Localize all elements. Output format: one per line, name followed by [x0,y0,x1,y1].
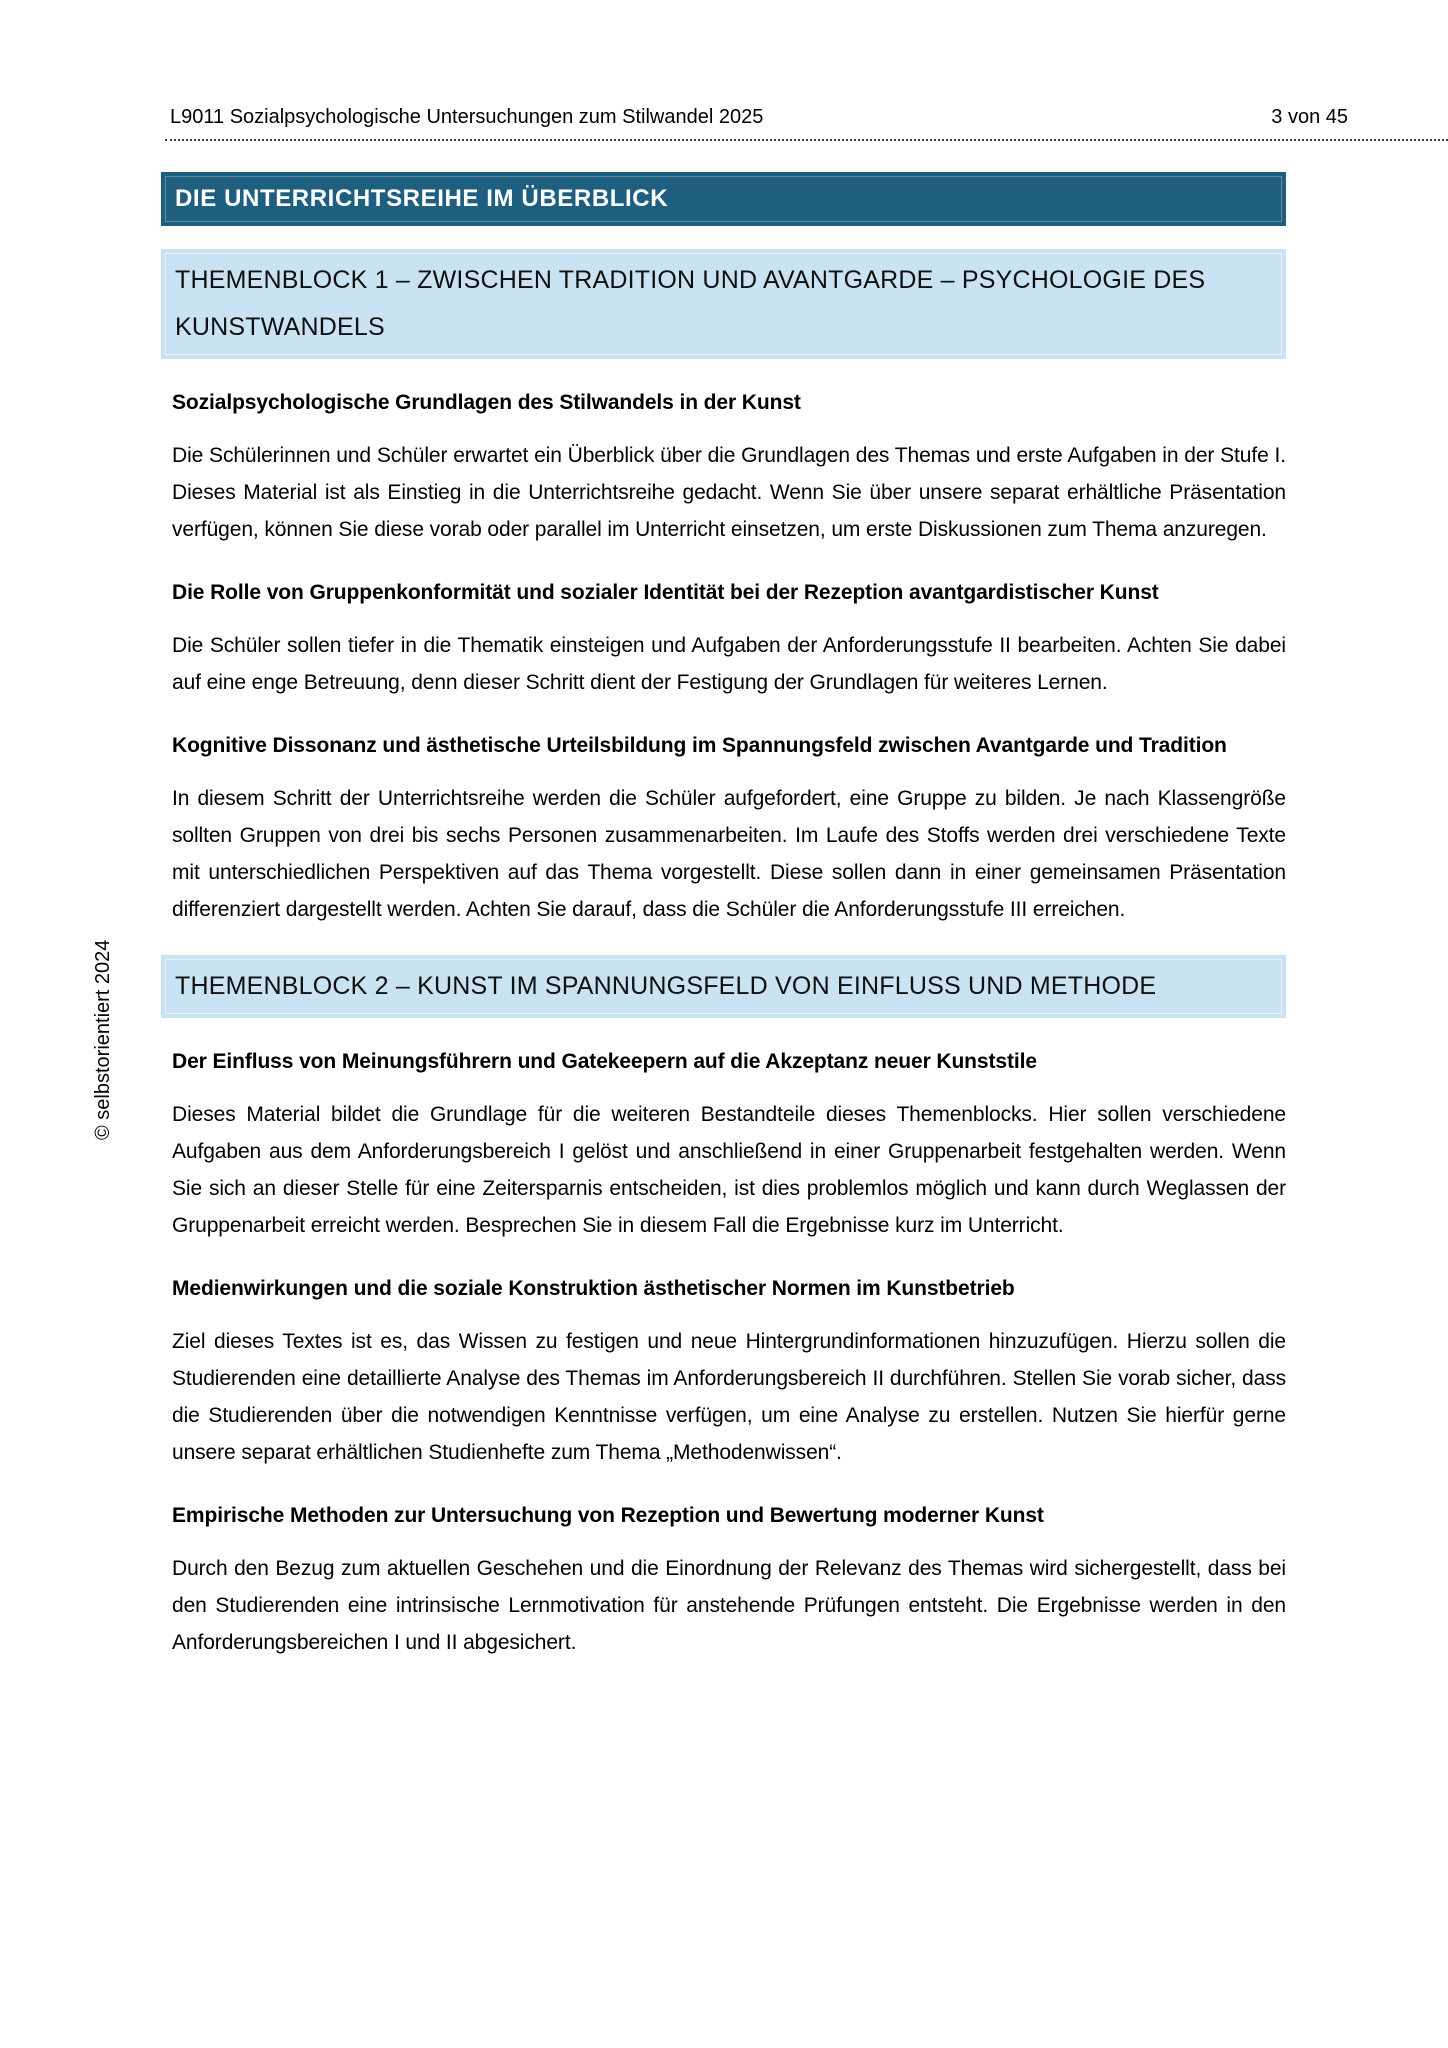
themenblock-1-content [172,385,1286,928]
themenblock-1-banner: THEMENBLOCK 1 – ZWISCHEN TRADITION UND AVANTGARDE – PSYCHOLOGIE DES KUNSTWANDELS [161,249,1286,359]
section-body: In diesem Schritt der Unterrichtsreihe werden die Schüler aufgefordert, eine Gruppe zu bilden. Je nach Klassengröße sollten Gruppen von drei bis sechs Personen zusammenarbeiten. Im Laufe des Stoffs werden drei verschiedene Texte mit unterschiedlichen Perspektiven auf das Thema vorgestellt. Diese sollen dann in einer gemeinsamen Präsentation differenziert dargestellt werden. Achten Sie darauf, dass die Schüler die Anforderungsstufe III erreichen. [172,787,1286,921]
section-heading: Die Rolle von Gruppenkonformität und sozialer Identität bei der Rezeption avantgardistischer Kunst [172,581,1159,604]
section-heading: Empirische Methoden zur Untersuchung von Rezeption und Bewertung moderner Kunst [172,1504,1044,1527]
running-header [170,104,1348,130]
section-body: Die Schülerinnen und Schüler erwartet ein Überblick über die Grundlagen des Themas und erste Aufgaben in der Stufe I. Dieses Material ist als Einstieg in die Unterrichtsreihe gedacht. Wenn Sie über unsere separat erhältliche Präsentation verfügen, können Sie diese vorab oder parallel im Unterricht einsetzen, um erste Diskussionen zum Thema anzuregen. [172,444,1286,541]
section-body: Dieses Material bildet die Grundlage für die weiteren Bestandteile dieses Themenblocks. Hier sollen verschiedene Aufgaben aus dem Anforderungsbereich I gelöst und anschließend in einer Gruppenarbeit festgehalten werden. Wenn Sie sich an dieser Stelle für eine Zeitersparnis entscheiden, ist dies problemlos möglich und kann durch Weglassen der Gruppenarbeit erreicht werden. Besprechen Sie in diesem Fall die Ergebnisse kurz im Unterricht. [172,1103,1286,1237]
document-title: L9011 Sozialpsychologische Untersuchungen zum Stilwandel 2025 [170,106,764,128]
section-body: Die Schüler sollen tiefer in die Thematik einsteigen und Aufgaben der Anforderungsstufe II bearbeiten. Achten Sie dabei auf eine enge Betreuung, denn dieser Schritt dient der Festigung der Grundlagen für weiteres Lernen. [172,634,1286,694]
copyright-vertical-text: © selbstorientiert 2024 [92,939,114,1140]
themenblock-2-banner: THEMENBLOCK 2 – KUNST IM SPANNUNGSFELD VON EINFLUSS UND METHODE [161,955,1286,1018]
overview-banner: DIE UNTERRICHTSREIHE IM ÜBERBLICK [161,172,1286,226]
page-number: 3 von 45 [1271,106,1348,128]
section-body: Durch den Bezug zum aktuellen Geschehen und die Einordnung der Relevanz des Themas wird sichergestellt, dass bei den Studierenden eine intrinsische Lernmotivation für anstehende Prüfungen entsteht. Die Ergebnisse werden in den Anforderungsbereichen I und II abgesichert. [172,1557,1286,1654]
main-column [161,172,1286,1688]
themenblock-2-content [172,1044,1286,1661]
section-heading: Kognitive Dissonanz und ästhetische Urteilsbildung im Spannungsfeld zwischen Avantgarde und Tradition [172,734,1227,757]
header-divider [165,139,1448,141]
section-heading: Sozialpsychologische Grundlagen des Stilwandels in der Kunst [172,391,801,414]
section-heading: Der Einfluss von Meinungsführern und Gatekeepern auf die Akzeptanz neuer Kunststile [172,1050,1037,1073]
section-body: Ziel dieses Textes ist es, das Wissen zu festigen und neue Hintergrundinformationen hinzuzufügen. Hierzu sollen die Studierenden eine detaillierte Analyse des Themas im Anforderungsbereich II durchführen. Stellen Sie vorab sicher, dass die Studierenden über die notwendigen Kenntnisse verfügen, um eine Analyse zu erstellen. Nutzen Sie hierfür gerne unsere separat erhältlichen Studienhefte zum Thema „Methodenwissen“. [172,1330,1286,1464]
section-heading: Medienwirkungen und die soziale Konstruktion ästhetischer Normen im Kunstbetrieb [172,1277,1015,1300]
